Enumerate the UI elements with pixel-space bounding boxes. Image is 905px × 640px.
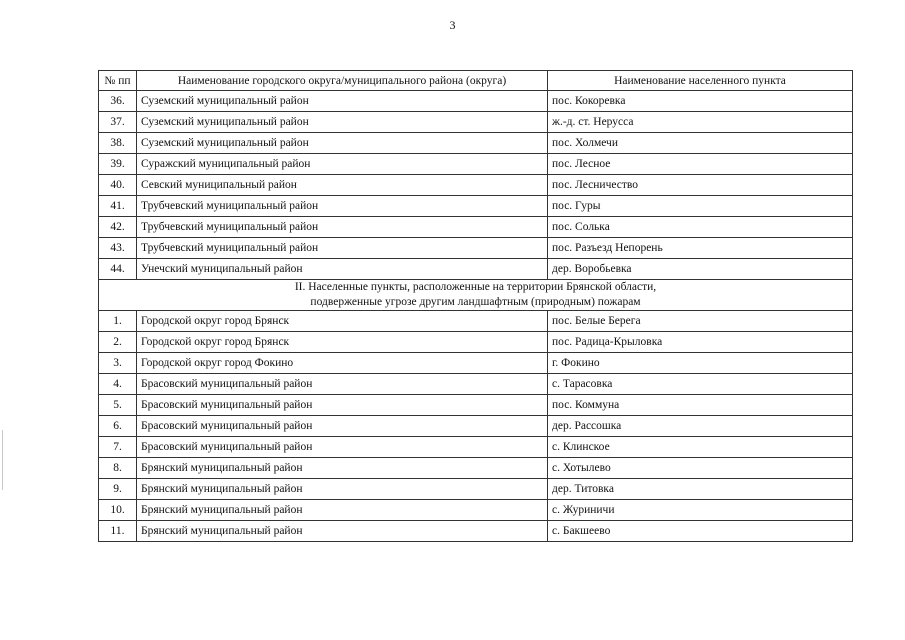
district-name: Городской округ город Брянск (137, 311, 548, 332)
district-name: Суражский муниципальный район (137, 154, 548, 175)
settlement-name: дер. Титовка (548, 479, 853, 500)
table-row (99, 416, 853, 437)
page-number: 3 (449, 18, 456, 32)
table-row (99, 353, 853, 374)
header-row (99, 71, 853, 91)
table-row (99, 500, 853, 521)
settlement-name: дер. Воробьевка (548, 259, 853, 280)
table-row (99, 395, 853, 416)
district-name: Брасовский муниципальный район (137, 395, 548, 416)
row-number: 7. (99, 437, 137, 458)
district-name: Суземский муниципальный район (137, 133, 548, 154)
table-row (99, 196, 853, 217)
section-heading-row (99, 280, 853, 311)
table-row (99, 479, 853, 500)
district-name: Брянский муниципальный район (137, 458, 548, 479)
settlement-name: пос. Белые Берега (548, 311, 853, 332)
table-row (99, 133, 853, 154)
row-number: 10. (99, 500, 137, 521)
table-body-part1 (99, 91, 853, 280)
settlements-table (98, 70, 853, 542)
table-row (99, 374, 853, 395)
table-row (99, 311, 853, 332)
section-heading-line1: II. Населенные пункты, расположенные на территории Брянской области, (294, 281, 657, 293)
settlement-name: пос. Лесное (548, 154, 853, 175)
table-header (99, 71, 853, 91)
settlement-name: пос. Коммуна (548, 395, 853, 416)
row-number: 37. (99, 112, 137, 133)
row-number: 41. (99, 196, 137, 217)
table-row (99, 154, 853, 175)
settlement-name: пос. Гуры (548, 196, 853, 217)
settlement-name: пос. Кокоревка (548, 91, 853, 112)
district-name: Брянский муниципальный район (137, 500, 548, 521)
settlement-name: пос. Лесничество (548, 175, 853, 196)
row-number: 38. (99, 133, 137, 154)
table-row (99, 175, 853, 196)
district-name: Севский муниципальный район (137, 175, 548, 196)
row-number: 1. (99, 311, 137, 332)
district-name: Трубчевский муниципальный район (137, 238, 548, 259)
district-name: Брасовский муниципальный район (137, 374, 548, 395)
row-number: 2. (99, 332, 137, 353)
settlement-name: пос. Разъезд Непорень (548, 238, 853, 259)
district-name: Брасовский муниципальный район (137, 437, 548, 458)
settlement-name: с. Тарасовка (548, 374, 853, 395)
settlement-name: с. Бакшеево (548, 521, 853, 542)
row-number: 42. (99, 217, 137, 238)
settlement-name: пос. Радица-Крыловка (548, 332, 853, 353)
row-number: 4. (99, 374, 137, 395)
table-body-part2 (99, 311, 853, 542)
settlement-name: дер. Рассошка (548, 416, 853, 437)
table-row (99, 217, 853, 238)
table-row (99, 91, 853, 112)
settlement-name: с. Клинское (548, 437, 853, 458)
header-district: Наименование городского округа/муниципального района (округа) (137, 71, 548, 91)
row-number: 44. (99, 259, 137, 280)
district-name: Трубчевский муниципальный район (137, 217, 548, 238)
row-number: 6. (99, 416, 137, 437)
row-number: 9. (99, 479, 137, 500)
table-row (99, 112, 853, 133)
district-name: Брасовский муниципальный район (137, 416, 548, 437)
settlement-name: с. Журиничи (548, 500, 853, 521)
header-num: № пп (99, 71, 137, 91)
header-settlement: Наименование населенного пункта (548, 71, 853, 91)
row-number: 3. (99, 353, 137, 374)
settlement-name: ж.-д. ст. Нерусса (548, 112, 853, 133)
district-name: Суземский муниципальный район (137, 112, 548, 133)
row-number: 11. (99, 521, 137, 542)
settlement-name: пос. Холмечи (548, 133, 853, 154)
settlement-name: г. Фокино (548, 353, 853, 374)
row-number: 40. (99, 175, 137, 196)
district-name: Городской округ город Фокино (137, 353, 548, 374)
district-name: Суземский муниципальный район (137, 91, 548, 112)
section-heading (99, 280, 853, 311)
row-number: 43. (99, 238, 137, 259)
section-heading-group (99, 280, 853, 311)
table-row (99, 521, 853, 542)
district-name: Брянский муниципальный район (137, 521, 548, 542)
table-row (99, 238, 853, 259)
district-name: Брянский муниципальный район (137, 479, 548, 500)
table-row (99, 437, 853, 458)
settlement-name: с. Хотылево (548, 458, 853, 479)
row-number: 5. (99, 395, 137, 416)
table-row (99, 332, 853, 353)
section-heading-line2: подверженные угрозе другим ландшафтным (природным) пожарам (310, 296, 641, 308)
settlement-name: пос. Солька (548, 217, 853, 238)
district-name: Трубчевский муниципальный район (137, 196, 548, 217)
scan-artifact (2, 430, 3, 490)
district-name: Городской округ город Брянск (137, 332, 548, 353)
row-number: 36. (99, 91, 137, 112)
table-row (99, 259, 853, 280)
row-number: 39. (99, 154, 137, 175)
district-name: Унечский муниципальный район (137, 259, 548, 280)
row-number: 8. (99, 458, 137, 479)
table-row (99, 458, 853, 479)
